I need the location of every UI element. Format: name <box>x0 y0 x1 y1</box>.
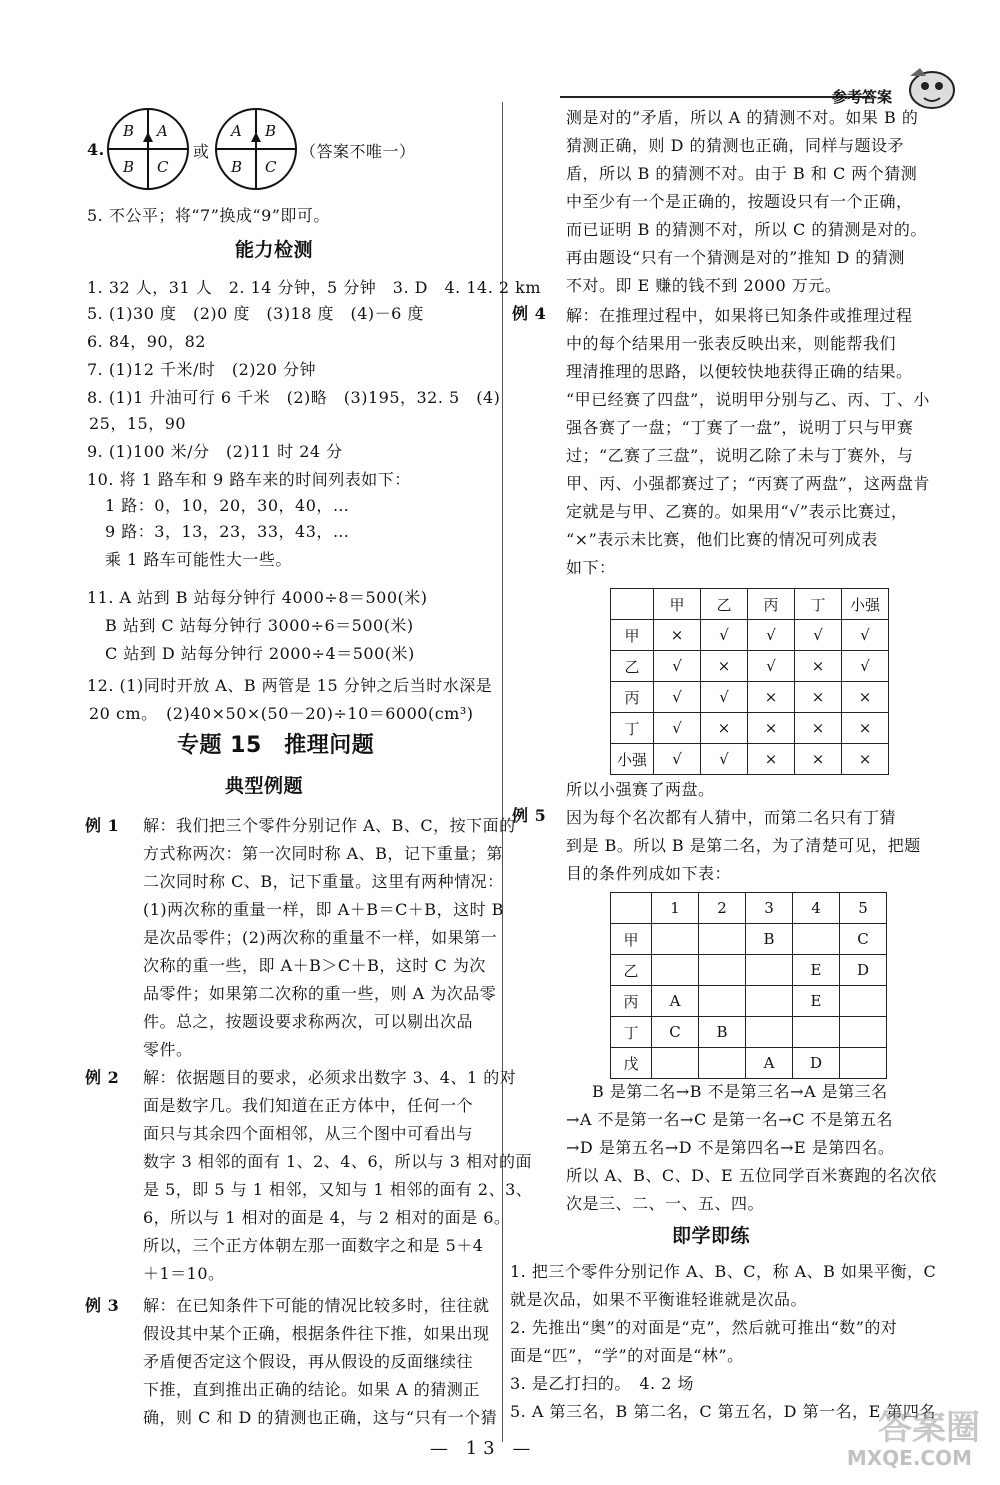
table-cell: E <box>793 986 840 1017</box>
table-cell: E <box>793 955 840 986</box>
answer-line: B 站到 C 站每分钟行 3000÷6＝500(米) <box>105 616 414 635</box>
example3-line: 解：在已知条件下可能的情况比较多时，往往就 <box>143 1296 490 1315</box>
answer-line: 11. A 站到 B 站每分钟行 4000÷8＝500(米) <box>87 588 428 607</box>
table-cell <box>611 589 654 620</box>
circle2-label: C <box>265 158 277 176</box>
table-cell: 甲 <box>611 924 652 955</box>
table-cell: √ <box>654 651 701 682</box>
q5-answer: 5. 不公平；将“7”换成“9”即可。 <box>87 206 330 225</box>
practice-line: 3. 是乙打扫的。 4. 2 场 <box>510 1374 694 1393</box>
watermark-logo: 答案圈 <box>878 1408 980 1448</box>
answer-line: 9. (1)100 米/分 (2)11 时 24 分 <box>87 442 343 461</box>
circle1-label: B <box>123 158 135 176</box>
table-cell: 甲 <box>654 589 701 620</box>
example-label: 例 1 <box>85 816 120 835</box>
watermark-url: MXQE.COM <box>846 1446 972 1470</box>
example-label: 例 4 <box>512 304 547 323</box>
table-cell <box>793 924 840 955</box>
table-cell: 丁 <box>611 1017 652 1048</box>
table-cell: × <box>795 713 842 744</box>
example3-line: 假设其中某个正确，根据条件往下推，如果出现 <box>143 1324 490 1343</box>
example3-cont-line: 而已证明 B 的猜测不对，所以 C 的猜测是对的。 <box>566 220 927 239</box>
match-table <box>610 588 889 775</box>
example4-line: 过；“乙赛了三盘”，说明乙除了未与丁赛外，与 <box>566 446 914 465</box>
circle1-label: B <box>123 122 135 140</box>
example3-cont-line: 不对。即 E 赚的钱不到 2000 万元。 <box>566 276 842 295</box>
table-cell: × <box>795 744 842 775</box>
table-row <box>611 713 889 744</box>
table-cell: × <box>701 651 748 682</box>
table-cell <box>746 955 793 986</box>
table-cell: 小强 <box>611 744 654 775</box>
section-heading-practice: 即学即练 <box>672 1225 751 1247</box>
table-cell: × <box>701 713 748 744</box>
table-cell: 乙 <box>611 955 652 986</box>
example2-line: 所以，三个正方体朝左那一面数字之和是 5＋4 <box>143 1236 484 1255</box>
example3-line: 下推，直到推出正确的结论。如果 A 的猜测正 <box>143 1380 480 1399</box>
practice-line: 面是“匹”，“学”的对面是“林”。 <box>510 1346 744 1365</box>
table-cell: × <box>842 682 889 713</box>
example2-line: 6，所以与 1 相对的面是 4，与 2 相对的面是 6。 <box>143 1208 511 1227</box>
table-cell: × <box>842 713 889 744</box>
example5-reasoning-line: →A 不是第一名→C 是第一名→C 不是第五名 <box>566 1110 894 1129</box>
example-label: 例 3 <box>85 1296 120 1315</box>
table-cell: A <box>746 1048 793 1079</box>
example4-line: 解：在推理过程中，如果将已知条件或推理过程 <box>566 306 913 325</box>
example1-line: 解：我们把三个零件分别记作 A、B、C，按下面的 <box>143 816 516 835</box>
circle2-label: B <box>265 122 277 140</box>
circle2-label: B <box>231 158 243 176</box>
header-label: 参考答案 <box>831 87 892 106</box>
q4-or: 或 <box>193 142 210 161</box>
example1-line: 二次同时称 C、B，记下重量。这里有两种情况： <box>143 872 504 891</box>
table-cell: 丙 <box>611 682 654 713</box>
example5-line: 到是 B。所以 B 是第二名，为了清楚可见，把题 <box>566 836 921 855</box>
example3-cont-line: 测是对的”矛盾，所以 A 的猜测不对。如果 B 的 <box>566 108 919 127</box>
table-cell <box>699 955 746 986</box>
arrow-up-icon <box>251 132 261 142</box>
table-header-row <box>611 589 889 620</box>
answer-line: 9 路：3，13，23，33，43，… <box>105 522 350 541</box>
table-cell <box>699 1048 746 1079</box>
answer-line: 10. 将 1 路车和 9 路车来的时间列表如下： <box>87 470 411 489</box>
practice-line: 1. 把三个零件分别记作 A、B、C，称 A、B 如果平衡，C <box>510 1262 937 1281</box>
example3-cont-line: 猜测正确，则 D 的猜测也正确，同样与题设矛 <box>566 136 905 155</box>
table-cell: 3 <box>746 893 793 924</box>
table-cell <box>840 1017 887 1048</box>
table-cell: D <box>840 955 887 986</box>
page-header <box>832 62 960 112</box>
circle1-label: A <box>157 122 168 140</box>
example-label: 例 2 <box>85 1068 120 1087</box>
table-cell <box>652 924 699 955</box>
example4-line: 理清推理的思路，以便较快地获得正确的结果。 <box>566 362 913 381</box>
table-cell <box>699 986 746 1017</box>
ranking-table <box>610 892 887 1079</box>
example2-line: 面是数字几。我们知道在正方体中，任何一个 <box>143 1096 474 1115</box>
example4-line: 中的每个结果用一张表反映出来，则能帮我们 <box>566 334 897 353</box>
example2-line: 解：依据题目的要求，必须求出数字 3、4、1 的对 <box>143 1068 517 1087</box>
section-heading-ability: 能力检测 <box>235 239 314 261</box>
example3-line: 矛盾便否定这个假设，再从假设的反面继续往 <box>143 1352 474 1371</box>
q4-number: 4. <box>87 140 105 159</box>
table-cell: √ <box>701 620 748 651</box>
answer-line: 8. (1)1 升油可行 6 千米 (2)略 (3)195，32. 5 (4) <box>87 388 501 407</box>
table-cell: × <box>795 682 842 713</box>
table-cell: √ <box>842 651 889 682</box>
table-row <box>611 651 889 682</box>
example4-line: 定就是与甲、乙赛的。如果用“√”表示比赛过， <box>566 502 908 521</box>
table-cell: √ <box>842 620 889 651</box>
table-cell <box>746 986 793 1017</box>
table-cell <box>793 1017 840 1048</box>
table-row <box>611 744 889 775</box>
practice-line: 2. 先推出“奥”的对面是“克”，然后就可推出“数”的对 <box>510 1318 898 1337</box>
table-cell: C <box>652 1017 699 1048</box>
table-cell: 小强 <box>842 589 889 620</box>
mascot-icon <box>900 62 960 112</box>
example3-line: 确，则 C 和 D 的猜测也正确，这与“只有一个猜 <box>143 1408 498 1427</box>
table-cell: 丙 <box>611 986 652 1017</box>
header-rule <box>560 96 870 98</box>
table-cell <box>699 924 746 955</box>
table-cell <box>840 1048 887 1079</box>
example4-line: 如下： <box>566 558 616 577</box>
table-cell: 乙 <box>611 651 654 682</box>
example3-cont-line: 再由题设“只有一个猜测是对的”推知 D 的猜测 <box>566 248 905 267</box>
example5-reasoning-line: 次是三、二、一、五、四。 <box>566 1194 765 1213</box>
table-cell: × <box>842 744 889 775</box>
example-label: 例 5 <box>512 806 547 825</box>
example5-line: 因为每个名次都有人猜中，而第二名只有丁猜 <box>566 808 897 827</box>
answer-line: C 站到 D 站每分钟行 2000÷4＝500(米) <box>105 644 415 663</box>
answer-line: 1 路：0，10，20，30，40，… <box>105 496 350 515</box>
answer-line: 7. (1)12 千米/时 (2)20 分钟 <box>87 360 316 379</box>
table-cell <box>611 893 652 924</box>
example5-reasoning-line: 所以 A、B、C、D、E 五位同学百米赛跑的名次依 <box>566 1166 937 1185</box>
example4-line: 强各赛了一盘；“丁赛了一盘”，说明丁只与甲赛 <box>566 418 914 437</box>
circle-diagram-2 <box>215 108 297 190</box>
table-cell: 5 <box>840 893 887 924</box>
table-cell: √ <box>701 682 748 713</box>
example4-line: “×”表示未比赛，他们比赛的情况可列成表 <box>566 530 878 549</box>
example4-line: 甲、丙、小强都赛过了；“丙赛了两盘”，这两盘肯 <box>566 474 930 493</box>
example2-line: 面只与其余四个面相邻，从三个图中可看出与 <box>143 1124 474 1143</box>
example4-conclusion: 所以小强赛了两盘。 <box>566 780 715 799</box>
circle-diagram-1 <box>107 108 189 190</box>
table-cell <box>840 986 887 1017</box>
table-row <box>611 1017 887 1048</box>
table-cell: B <box>699 1017 746 1048</box>
table-cell: √ <box>748 651 795 682</box>
table-cell: 丁 <box>795 589 842 620</box>
table-cell: × <box>748 682 795 713</box>
example5-reasoning-line: →D 是第五名→D 不是第四名→E 是第四名。 <box>566 1138 895 1157</box>
example1-line: 件。总之，按题设要求称两次，可以剔出次品 <box>143 1012 474 1031</box>
answer-line: 6. 84，90，82 <box>87 332 206 351</box>
page-number: — 13 — <box>430 1438 537 1459</box>
topic-title: 专题 15 推理问题 <box>177 733 375 758</box>
table-cell: × <box>748 744 795 775</box>
table-cell: × <box>748 713 795 744</box>
table-cell: 4 <box>793 893 840 924</box>
example1-line: 次称的重一些，即 A＋B＞C＋B，这时 C 为次 <box>143 956 486 975</box>
table-cell: √ <box>795 620 842 651</box>
table-cell: D <box>793 1048 840 1079</box>
table-row <box>611 924 887 955</box>
table-cell: 甲 <box>611 620 654 651</box>
example4-line: “甲已经赛了四盘”，说明甲分别与乙、丙、丁、小 <box>566 390 930 409</box>
table-cell: C <box>840 924 887 955</box>
example1-line: 零件。 <box>143 1040 193 1059</box>
circle1-label: C <box>157 158 169 176</box>
table-cell: A <box>652 986 699 1017</box>
table-cell <box>652 955 699 986</box>
section-heading-examples: 典型例题 <box>225 775 304 797</box>
q4-note: （答案不唯一） <box>300 142 416 161</box>
table-cell: √ <box>701 744 748 775</box>
table-row <box>611 682 889 713</box>
example2-line: 数字 3 相邻的面有 1、2、4、6，所以与 3 相对的面 <box>143 1152 533 1171</box>
answer-line: 12. (1)同时开放 A、B 两管是 15 分钟之后当时水深是 <box>87 676 493 695</box>
column-divider <box>502 102 503 1442</box>
circle2-label: A <box>231 122 242 140</box>
example5-reasoning-line: B 是第二名→B 不是第三名→A 是第三名 <box>592 1082 888 1101</box>
table-cell: 戊 <box>611 1048 652 1079</box>
example3-cont-line: 盾，所以 B 的猜测不对。由于 B 和 C 两个猜测 <box>566 164 918 183</box>
table-cell: 丁 <box>611 713 654 744</box>
table-cell <box>746 1017 793 1048</box>
example3-cont-line: 中至少有一个是正确的，按题设只有一个正确， <box>566 192 913 211</box>
practice-line: 5. A 第三名，B 第二名，C 第五名，D 第一名，E 第四名 <box>510 1402 936 1421</box>
table-header-row <box>611 893 887 924</box>
table-cell: √ <box>748 620 795 651</box>
table-row <box>611 620 889 651</box>
table-row <box>611 1048 887 1079</box>
example1-line: (1)两次称的重量一样，即 A＋B＝C＋B，这时 B <box>143 900 504 919</box>
answer-line: 乘 1 路车可能性大一些。 <box>105 550 292 569</box>
table-cell: × <box>795 651 842 682</box>
table-cell: × <box>654 620 701 651</box>
table-row <box>611 986 887 1017</box>
table-cell: 2 <box>699 893 746 924</box>
table-row <box>611 955 887 986</box>
table-cell: √ <box>654 682 701 713</box>
answer-line: 5. (1)30 度 (2)0 度 (3)18 度 (4)－6 度 <box>87 304 424 323</box>
table-cell: 1 <box>652 893 699 924</box>
table-cell: √ <box>654 713 701 744</box>
practice-line: 就是次品，如果不平衡谁轻谁就是次品。 <box>510 1290 808 1309</box>
table-cell <box>652 1048 699 1079</box>
table-cell: 乙 <box>701 589 748 620</box>
example1-line: 品零件；如果第二次称的重一些，则 A 为次品零 <box>143 984 497 1003</box>
answer-line: 25，15，90 <box>89 414 187 433</box>
table-cell: 丙 <box>748 589 795 620</box>
example1-line: 是次品零件；(2)两次称的重量不一样，如果第一 <box>143 928 498 947</box>
example5-line: 目的条件列成如下表： <box>566 864 732 883</box>
table-cell: B <box>746 924 793 955</box>
example2-line: 是 5，即 5 与 1 相邻，又知与 1 相邻的面有 2、3、 <box>143 1180 533 1199</box>
arrow-up-icon <box>143 132 153 142</box>
example1-line: 方式称两次：第一次同时称 A、B，记下重量；第 <box>143 844 503 863</box>
answer-line: 20 cm。 (2)40×50×(50－20)÷10＝6000(cm³) <box>89 704 474 723</box>
answer-line: 1. 32 人，31 人 2. 14 分钟，5 分钟 3. D 4. 14. 2 km <box>87 278 542 297</box>
table-cell: √ <box>654 744 701 775</box>
example2-line: ＋1＝10。 <box>143 1264 225 1283</box>
